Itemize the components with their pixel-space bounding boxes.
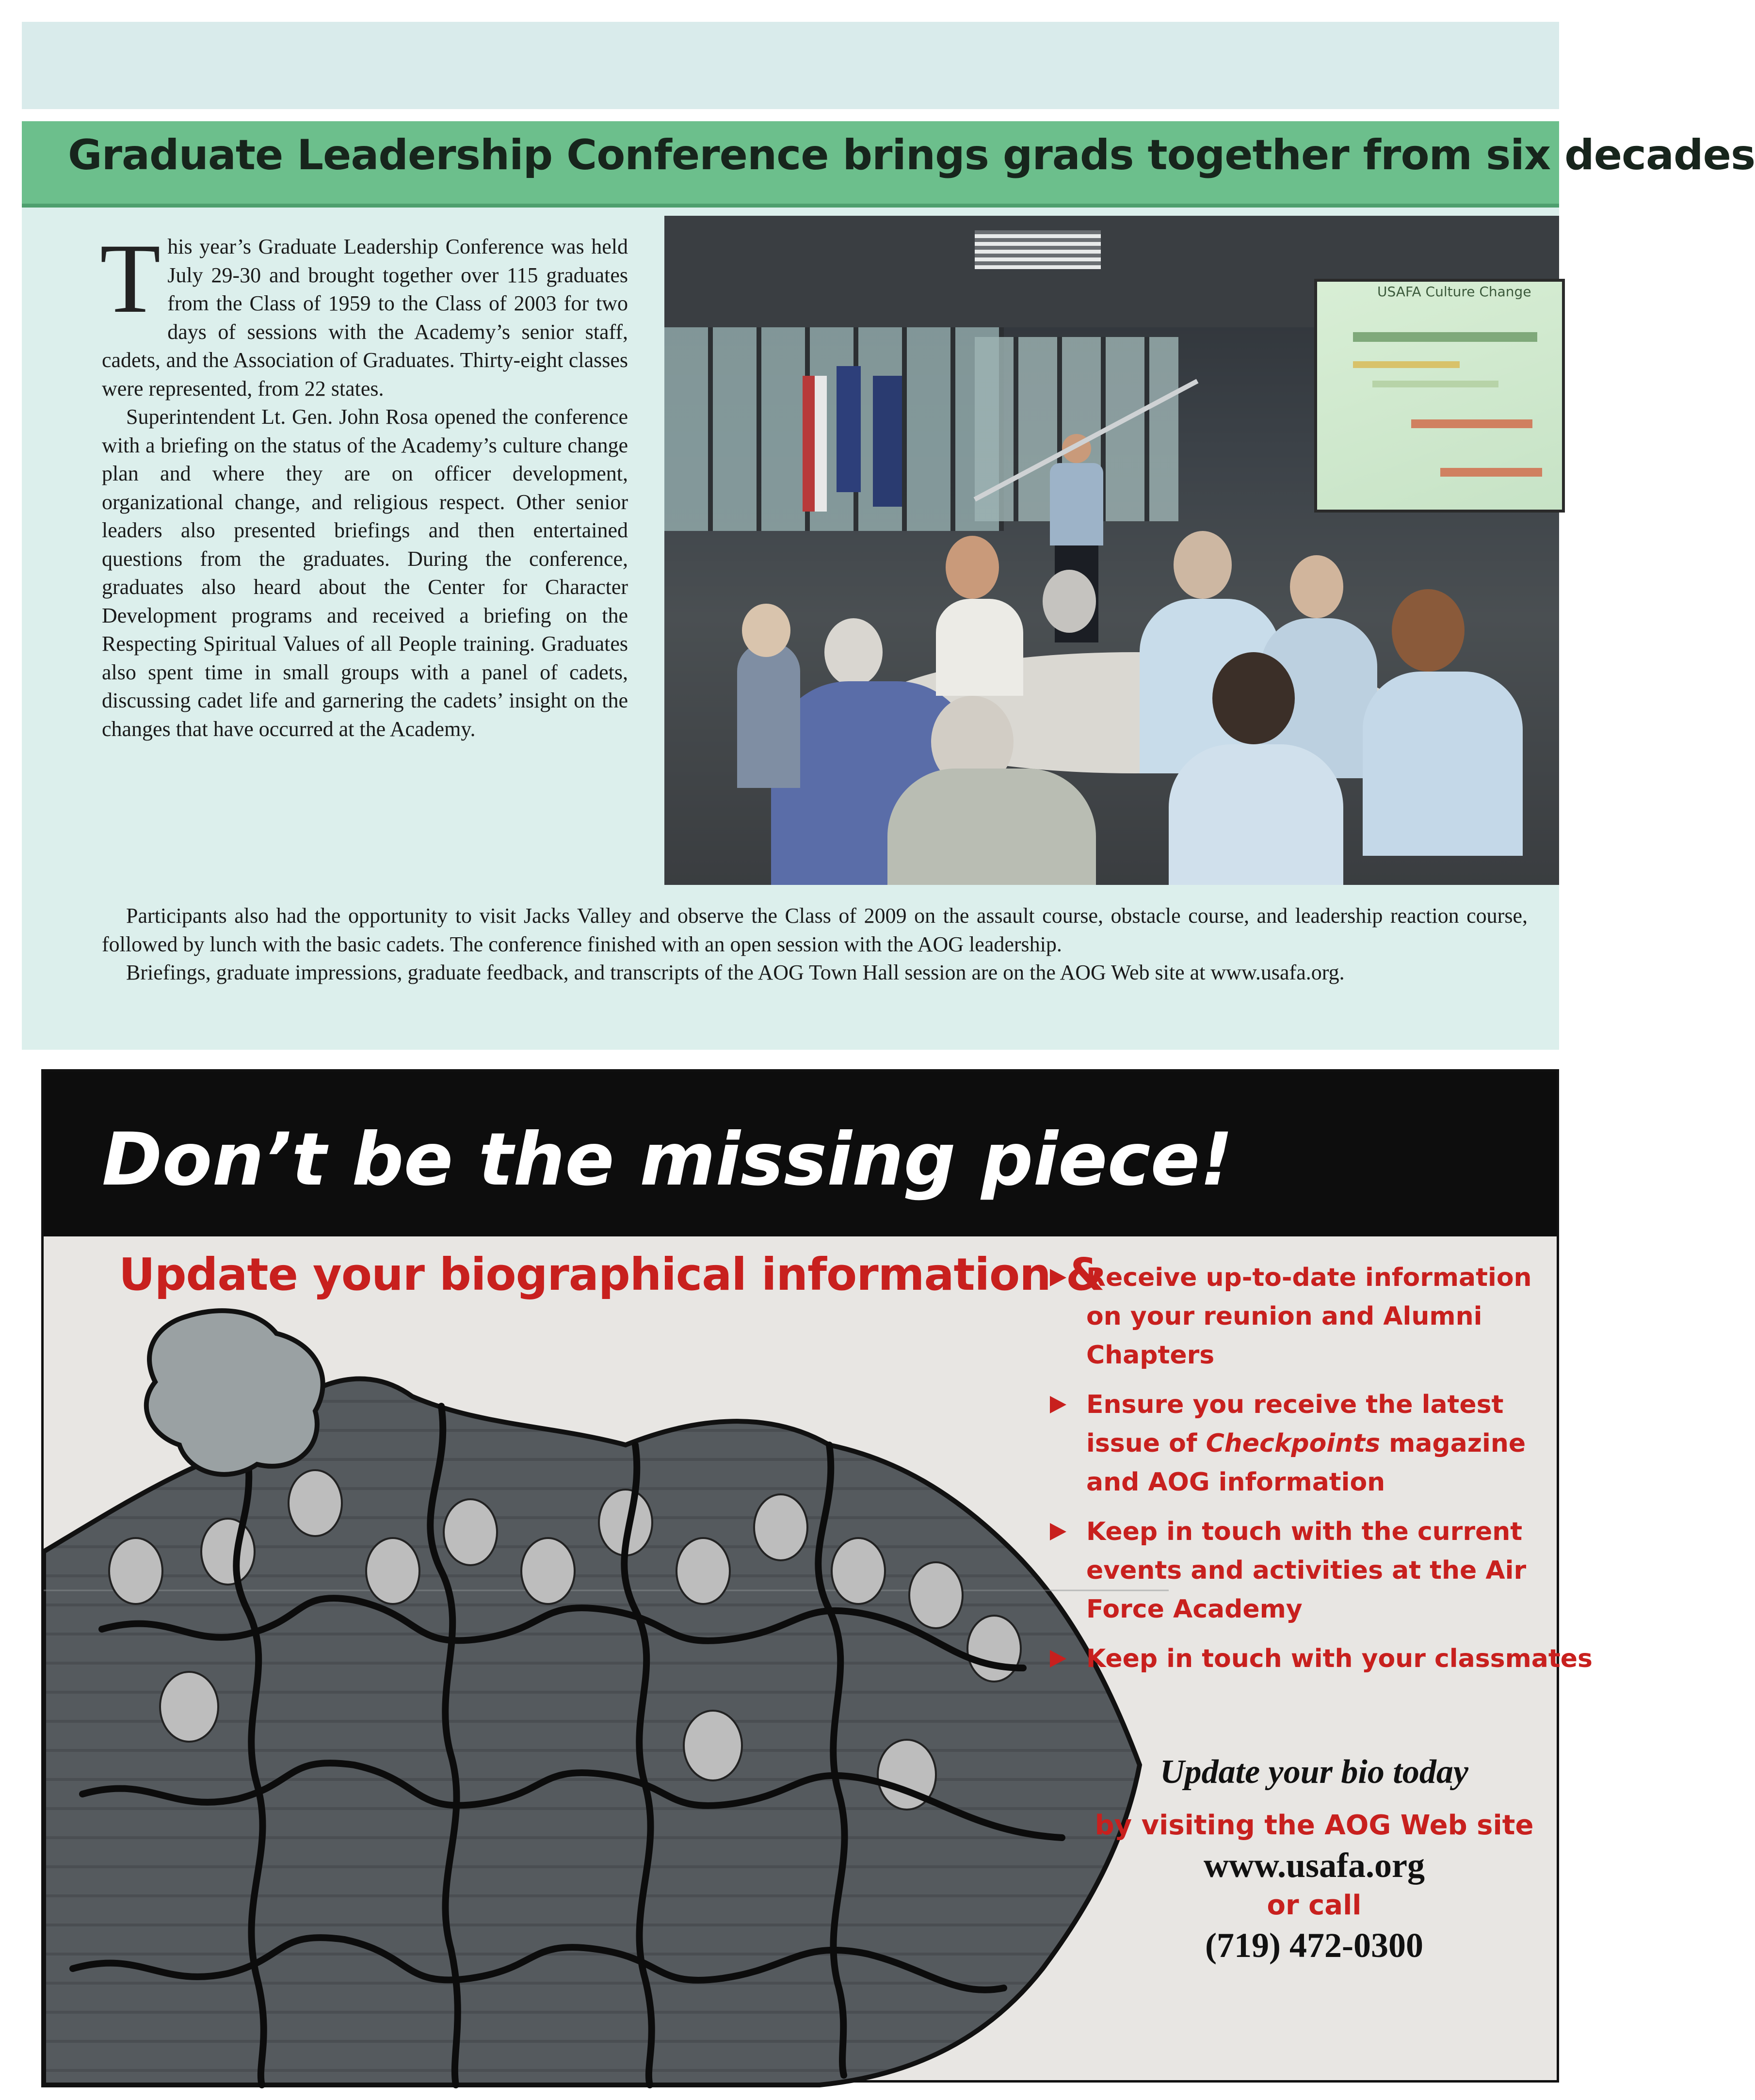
- benefit-text: Keep in touch with your classmates: [1086, 1644, 1593, 1673]
- benefit-item: [1040, 1512, 1554, 1629]
- benefit-text-pre: Ensure you receive the latest issue of: [1086, 1390, 1504, 1458]
- puzzle-photo: [44, 1299, 1169, 2085]
- article-paragraph: [100, 224, 628, 403]
- article-body-continued: [102, 902, 1528, 987]
- phone-number[interactable]: (719) 472-0300: [1205, 1926, 1423, 1965]
- article-paragraph: Participants also had the opportunity to visit Jacks Valley and observe the Class of 2009 on the assault course, obstacle course, and leadership reaction course, followed by lunch with the basic cadets. The conference finished with an open session with the AOG leadership.: [102, 904, 1528, 956]
- magazine-name: Checkpoints: [1206, 1429, 1381, 1458]
- ad-title: Don’t be the missing piece!: [102, 1118, 1233, 1202]
- benefit-text-post: magazine and AOG information: [1086, 1429, 1526, 1497]
- arrow-icon: [1050, 1396, 1066, 1413]
- benefits-list: [1040, 1258, 1593, 1689]
- arrow-icon: [1050, 1650, 1066, 1667]
- ad-subtitle: Update your biographical information &: [119, 1249, 1104, 1300]
- benefit-text: Receive up-to-date information on your reunion and Alumni Chapters: [1086, 1263, 1532, 1370]
- arrow-icon: [1050, 1523, 1066, 1540]
- arrow-icon: [1050, 1269, 1066, 1286]
- benefit-item: [1040, 1258, 1554, 1375]
- top-band: [22, 22, 1559, 109]
- article-body: [100, 224, 628, 743]
- drop-cap: T: [100, 224, 161, 334]
- benefit-text: Keep in touch with the current events and activities at the Air Force Academy: [1086, 1517, 1527, 1624]
- screen-caption: USAFA Culture Change: [1377, 284, 1531, 300]
- benefit-item: [1040, 1385, 1554, 1502]
- cta-visit-text: by visiting the AOG Web site: [1095, 1810, 1534, 1841]
- article-paragraph: Briefings, graduate impressions, graduate feedback, and transcripts of the AOG Town Hall session are on the AOG Web site at www.usafa.org.: [126, 961, 1345, 984]
- call-to-action: [1072, 1753, 1557, 1966]
- website-link[interactable]: www.usafa.org: [1203, 1846, 1425, 1885]
- conference-photo: [664, 216, 1559, 885]
- article-headline: Graduate Leadership Conference brings grads together from six decades: [68, 131, 1755, 179]
- aog-advertisement: [41, 1069, 1593, 2083]
- benefit-item: [1040, 1639, 1593, 1678]
- article-paragraph: Superintendent Lt. Gen. John Rosa opened the conference with a briefing on the status of the Academy’s culture change plan and where they are on officer development, organizational change, and religious respect. Other senior leaders also presented briefings and then entertained questions from the graduates. During the conference, graduates also heard about the Center for Character Development programs and received a briefing on the Respecting Spiritual Values of all People training. Graduates also spent time in small groups with a panel of cadets, discussing cadet life and garnering the cadets’ insight on the changes that have occurred at the Academy.: [102, 405, 628, 741]
- cta-or-text: or call: [1267, 1890, 1362, 1921]
- cta-heading: Update your bio today: [1160, 1753, 1468, 1791]
- paragraph-text: his year’s Graduate Leadership Conference was held July 29-30 and brought together over 115 graduates from the Class of 1959 to the Class of 2003 for two days of sessions with the Academy’s senior staff, cadets, and the Association of Graduates. Thirty-eight classes were represented, from 22 states.: [102, 235, 628, 401]
